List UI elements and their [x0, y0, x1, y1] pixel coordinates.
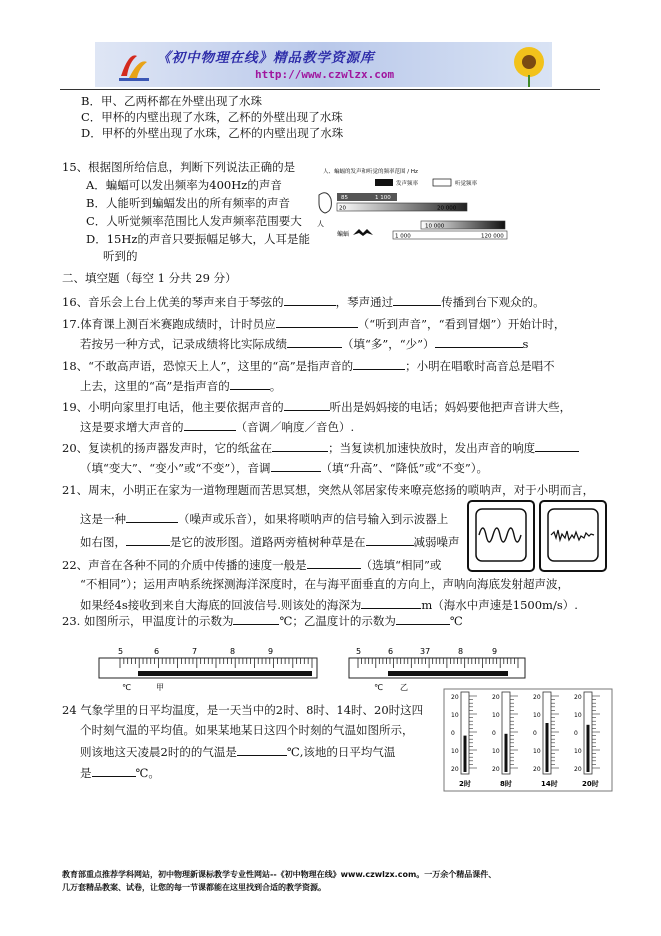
- q19-text-c: 这是要求增大声音的: [80, 420, 184, 434]
- q21-line-2: [80, 510, 448, 527]
- q17-text-a: 17.体育课上测百米赛跑成绩时，计时员应: [62, 317, 276, 331]
- q16-text-c: 传播到台下观众的。: [441, 295, 545, 309]
- thermometer-liquid: [464, 736, 467, 772]
- q14-option-d: D．甲杯的外壁出现了水珠，乙杯的内壁出现了水珠: [81, 126, 344, 140]
- bat-hear-low: 1 000: [395, 233, 411, 240]
- q15-option-d: D．15Hz的声音只要振幅足够大，人耳是能: [86, 232, 310, 246]
- q22-line-2: “不相同”）；运用声呐系统探测海洋深度时，在与海平面垂直的方向上，声呐向海底发射超声波，: [80, 577, 570, 591]
- person-emit-low: 85: [341, 195, 348, 201]
- q21-blank-1[interactable]: [126, 510, 178, 523]
- q22-blank-1[interactable]: [307, 556, 361, 569]
- thermometer-scale-label: 20: [574, 766, 582, 773]
- q15-stem: 15、根据图所给信息，判断下列说法正确的是: [62, 160, 296, 174]
- q18-blank-1[interactable]: [353, 357, 405, 370]
- section-2-title: 二、填空题（每空 1 分共 29 分）: [62, 271, 237, 285]
- q15-option-c: C．人听觉频率范围比人发声频率范围要大: [86, 214, 302, 228]
- q20-text-a: 20、复读机的扬声器发声时，它的纸盆在: [62, 441, 273, 455]
- q14-option-c: C．甲杯的内壁出现了水珠，乙杯的外壁出现了水珠: [81, 110, 343, 124]
- bat-icon: [353, 229, 373, 236]
- q24-text-e: 是: [80, 766, 92, 780]
- thermometer-scale-label: 0: [574, 730, 578, 737]
- q24-line-3: [80, 743, 395, 760]
- q14-option-b: B．甲、乙两杯都在外壁出现了水珠: [81, 94, 262, 108]
- thermometer-scale-label: 10: [533, 748, 541, 755]
- q17-blank-1[interactable]: [276, 315, 358, 328]
- person-head-icon: [319, 193, 331, 213]
- thermometer-jia-tick-6: 6: [154, 647, 160, 656]
- banner-url[interactable]: http://www.czwlzx.com: [255, 68, 395, 81]
- thermometer-jia-tick-7: 7: [192, 647, 198, 656]
- legend-emit-label: 发声频率: [396, 181, 419, 187]
- q21-blank-3[interactable]: [366, 533, 414, 546]
- q23-text-a: 23. 如图所示，甲温度计的示数为: [62, 614, 234, 628]
- q21-line-3: [80, 533, 460, 550]
- q17-text-e: （填“多”，“少”）: [342, 337, 435, 351]
- frequency-range-figure: [313, 163, 513, 248]
- q19-blank-2[interactable]: [184, 418, 236, 431]
- q24-text-d: ℃,该地的日平均气温: [286, 745, 396, 759]
- thermometer-time-label: 14时: [541, 780, 558, 788]
- thermometer-jia: [98, 644, 320, 694]
- q15-option-d-cont: 听到的: [103, 249, 138, 263]
- bat-label: 蝙蝠: [337, 231, 350, 238]
- figure-title: 人、蝙蝠的发声和听觉的频率范围 / Hz: [323, 169, 418, 175]
- q24-line-1: 24 气象学里的日平均温度，是一天当中的2时、8时、14时、20时这四: [62, 703, 424, 717]
- q18-text-b: ；小明在唱歌时高音总是唱不: [405, 359, 555, 373]
- q20-blank-3[interactable]: [271, 459, 321, 472]
- q17-blank-2[interactable]: [287, 335, 342, 348]
- thermometer-time-label: 20时: [582, 780, 599, 788]
- site-logo-icon: [115, 46, 153, 84]
- person-hear-low: 20: [339, 205, 346, 212]
- thermometer-scale-label: 20: [533, 766, 541, 773]
- thermometer-scale-label: 20: [492, 694, 500, 701]
- thermometer-scale-label: 20: [492, 766, 500, 773]
- q21-blank-2[interactable]: [126, 533, 170, 546]
- q19-line-1: [62, 398, 571, 415]
- q17-blank-3[interactable]: [435, 335, 523, 348]
- q21-text-f: 减弱噪声: [413, 535, 460, 549]
- q21-text-c: （噪声或乐音），如果将唢呐声的信号输入到示波器上: [178, 512, 449, 526]
- thermometer-jia-name: 甲: [156, 683, 164, 692]
- thermometer-yi-liquid: [388, 671, 508, 676]
- q18-text-a: 18、“不敢高声语，恐惊天上人”，这里的“高”是指声音的: [62, 359, 354, 373]
- q24-blank-1[interactable]: [237, 743, 287, 756]
- thermometer-scale-label: 10: [574, 712, 582, 719]
- thermometer-yi: [348, 644, 528, 694]
- q17-unit: s: [522, 337, 529, 351]
- q16-text-a: 16、音乐会上台上优美的琴声来自于琴弦的: [62, 295, 284, 309]
- thermometer-liquid: [546, 723, 549, 772]
- q20-blank-2[interactable]: [535, 439, 579, 452]
- thermometer-scale-label: 20: [451, 694, 459, 701]
- q24-text-f: ℃。: [135, 766, 160, 780]
- thermometer-scale-label: 0: [451, 730, 455, 737]
- q19-text-b: 听出是妈妈接的电话；妈妈要他把声音讲大些，: [329, 400, 572, 414]
- q22-text-e: m（海水中声速是1500m/s）.: [421, 598, 578, 612]
- thermometer-scale-label: 20: [574, 694, 582, 701]
- thermometer-scale-label: 10: [492, 712, 500, 719]
- q18-line-1: [62, 357, 555, 374]
- thermometer-jia-unit: ℃: [122, 683, 131, 692]
- person-emit-high: 1 100: [375, 195, 391, 201]
- oscilloscope-figure: [467, 500, 607, 574]
- legend-hear-label: 听觉频率: [455, 181, 478, 187]
- q16-blank-1[interactable]: [284, 293, 336, 306]
- q23-blank-1[interactable]: [233, 612, 279, 625]
- q22-text-d: 如果经4s接收到来自大海底的回波信号.则该处的海深为: [80, 598, 362, 612]
- q15-option-a: A．蝙蝠可以发出频率为400Hz的声音: [86, 178, 282, 192]
- q24-line-4: [80, 764, 160, 781]
- thermometer-scale-label: 10: [574, 748, 582, 755]
- thermometer-time-label: 2时: [459, 780, 471, 788]
- q21-text-b: 这是一种: [80, 512, 126, 526]
- legend-emit-swatch: [375, 179, 393, 186]
- thermometer-time-label: 8时: [500, 780, 512, 788]
- thermometer-jia-liquid: [138, 671, 312, 676]
- q17-line-1: [62, 315, 565, 332]
- q22-text-b: （选填“相同”或: [360, 558, 442, 572]
- q24-text-c: 则该地这天凌晨2时的的气温是: [80, 745, 237, 759]
- bat-emit-low: 10 000: [425, 223, 445, 230]
- thermometer-scale-label: 10: [533, 712, 541, 719]
- q16-blank-2[interactable]: [393, 293, 441, 306]
- daily-thermometers-figure: [443, 688, 613, 792]
- thermometer-scale-label: 0: [492, 730, 496, 737]
- sunflower-icon: [508, 42, 550, 87]
- footer-line-1: 教育部重点推荐学科网站，初中物理新课标教学专业性网站--《初中物理在线》www.czwlzx.com。一万余个精品课件、: [62, 870, 497, 879]
- thermometer-yi-tick-9: 9: [492, 647, 498, 656]
- thermometer-yi-tick-37: 37: [420, 647, 431, 656]
- q24-line-2: 个时刻气温的平均值。如果某地某日这四个时刻的气温如图所示，: [80, 723, 414, 737]
- thermometer-scale-label: 10: [451, 712, 459, 719]
- person-label: 人: [317, 220, 324, 228]
- thermometer-yi-unit: ℃: [374, 683, 383, 692]
- thermometer-jia-tick-9: 9: [268, 647, 274, 656]
- q18-blank-2[interactable]: [230, 377, 270, 390]
- q20-line-1: [62, 439, 579, 456]
- thermometer-yi-tick-8: 8: [458, 647, 464, 656]
- thermometer-yi-tick-6: 6: [388, 647, 394, 656]
- banner-title: 《初中物理在线》精品教学资源库: [157, 50, 375, 66]
- q16-text-b: ，琴声通过: [335, 295, 394, 309]
- thermometer-scale-label: 20: [533, 694, 541, 701]
- thermometer-scale-label: 20: [451, 766, 459, 773]
- q24-blank-2[interactable]: [92, 764, 136, 777]
- q23-line: [62, 612, 463, 629]
- thermometer-jia-tick-8: 8: [230, 647, 236, 656]
- q19-blank-1[interactable]: [284, 398, 330, 411]
- thermometer-liquid: [587, 725, 590, 772]
- q21-text-e: 是它的波形图。道路两旁植树种草是在: [170, 535, 366, 549]
- q17-text-b: （“听到声音”，: [357, 317, 439, 331]
- q21-line-1: 21、周末，小明正在家为一道物理题而苦思冥想，突然从邻居家传来嘹亮悠扬的唢呐声，对于小明而言，: [62, 483, 595, 497]
- q20-line-2: [80, 459, 488, 476]
- q20-blank-1[interactable]: [272, 439, 328, 452]
- q20-text-d: （填“升高”、“降低”或“不变”）。: [320, 461, 489, 475]
- thermometer-liquid: [505, 734, 508, 772]
- legend-hear-swatch: [433, 179, 451, 186]
- thermometer-yi-tick-5: 5: [356, 647, 362, 656]
- q22-text-a: 22、声音在各种不同的介质中传播的速度一般是: [62, 558, 307, 572]
- q22-line-3: [80, 596, 578, 613]
- q19-text-a: 19、小明向家里打电话，他主要依据声音的: [62, 400, 284, 414]
- q22-line-1: [62, 556, 441, 573]
- thermometer-scale-label: 10: [451, 748, 459, 755]
- thermometer-scale-label: 0: [533, 730, 537, 737]
- q17-text-c: “看到冒烟”）开始计时，: [438, 317, 566, 331]
- q23-unit: ℃: [449, 614, 463, 628]
- q21-text-d: 如右图，: [80, 535, 126, 549]
- q19-text-d: （音调／响度／音色）.: [235, 420, 355, 434]
- header-banner: [95, 42, 552, 87]
- header-rule: [60, 89, 600, 90]
- q18-text-d: 。: [269, 379, 282, 393]
- thermometer-scale-label: 10: [492, 748, 500, 755]
- person-hear-high: 20 000: [437, 205, 457, 212]
- footer-line-2: 几万套精品教案、试卷，让您的每一节课都能在这里找到合适的教学资源。: [62, 883, 326, 892]
- q23-blank-2[interactable]: [396, 612, 450, 625]
- q18-text-c: 上去，这里的“高”是指声音的: [80, 379, 230, 393]
- q16-line: [62, 293, 545, 310]
- q20-text-b: ；当复读机加速快放时，发出声音的响度: [328, 441, 536, 455]
- bat-hear-high: 120 000: [481, 233, 504, 240]
- q23-text-b: ℃；乙温度计的示数为: [279, 614, 396, 628]
- q20-text-c: （填“变大”、“变小”或“不变”），音调: [80, 461, 271, 475]
- q17-text-d: 若按另一种方式，记录成绩将比实际成绩: [80, 337, 287, 351]
- thermometer-yi-name: 乙: [400, 683, 408, 692]
- q18-line-2: [80, 377, 281, 394]
- q15-option-b: B．人能听到蝙蝠发出的所有频率的声音: [86, 196, 290, 210]
- q19-line-2: [80, 418, 354, 435]
- q17-line-2: [80, 335, 528, 352]
- thermometer-jia-tick-5: 5: [118, 647, 124, 656]
- q22-blank-2[interactable]: [361, 596, 421, 609]
